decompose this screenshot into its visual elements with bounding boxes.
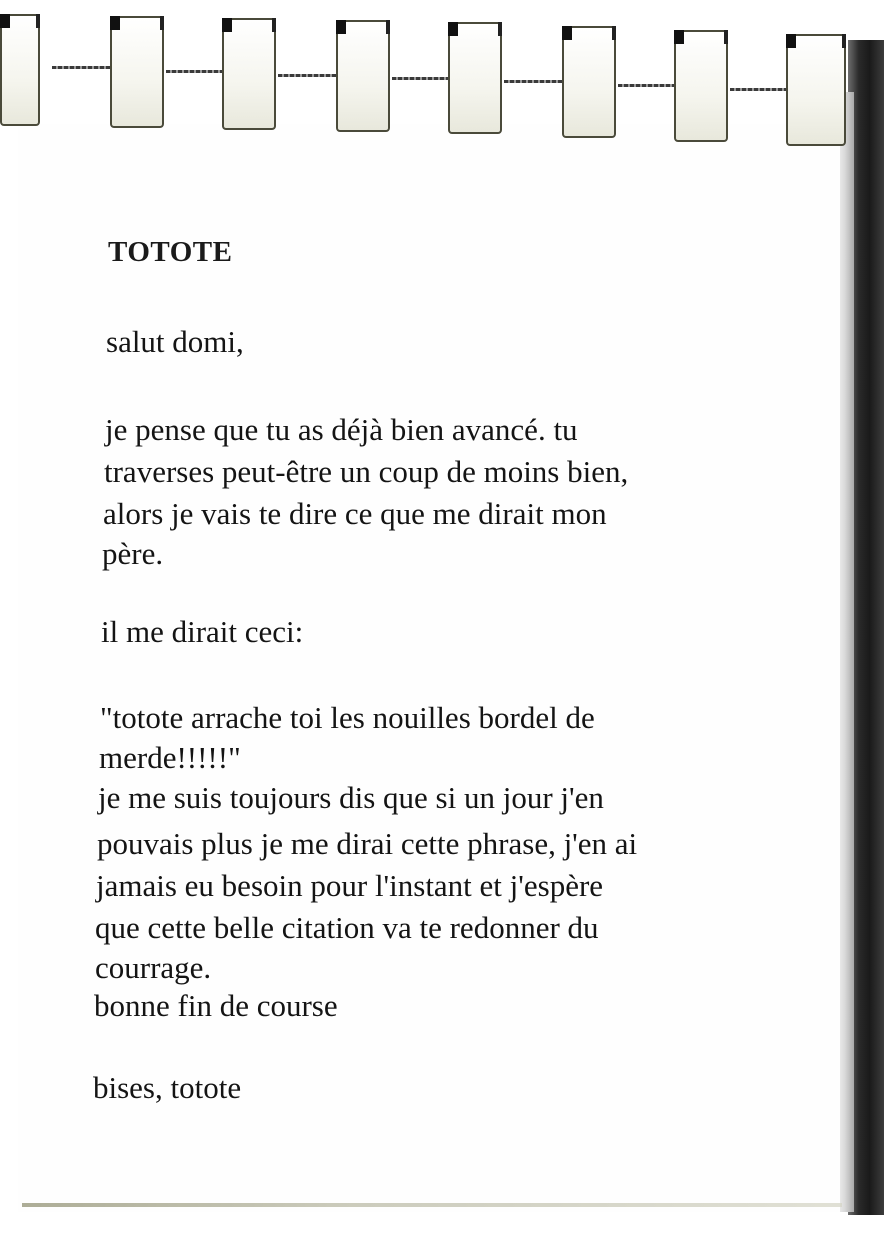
binding-wire	[166, 70, 224, 73]
intro-line: il me dirait ceci:	[101, 614, 304, 649]
paragraph-line: alors je vais te dire ce que me dirait mon	[103, 496, 607, 531]
binding-wire	[392, 77, 450, 80]
paragraph-line: père.	[102, 536, 164, 571]
binding-ring	[448, 22, 502, 134]
binding-ring	[674, 30, 728, 142]
paragraph-line: jamais eu besoin pour l'instant et j'espère	[96, 868, 604, 903]
binding-ring	[562, 26, 616, 138]
binding-wire	[730, 88, 788, 91]
binding-ring	[222, 18, 276, 130]
paragraph-line: je me suis toujours dis que si un jour j'en	[98, 780, 604, 815]
binding-ring	[786, 34, 846, 146]
quote-line: "tototе arrache toi les nouilles bordel de	[100, 700, 595, 735]
greeting: salut domi,	[106, 324, 244, 359]
binding-wire	[504, 80, 564, 83]
page-bottom-edge	[22, 1203, 842, 1207]
binding-ring	[336, 20, 390, 132]
notebook-page	[18, 124, 840, 1212]
binding-ring	[0, 14, 40, 126]
paragraph-line: pouvais plus je me dirai cette phrase, j'en ai	[97, 826, 638, 861]
spiral-binding	[0, 0, 884, 140]
signoff: bises, totote	[93, 1070, 242, 1105]
binding-wire	[52, 66, 112, 69]
page-title: TOTOTE	[108, 236, 233, 268]
binding-wire	[278, 74, 338, 77]
paragraph-line: je pense que tu as déjà bien avancé. tu	[105, 412, 578, 447]
paragraph-line: que cette belle citation va te redonner du	[95, 910, 599, 945]
binding-ring	[110, 16, 164, 128]
paragraph-line: courrage.	[95, 950, 212, 985]
paragraph-line: bonne fin de course	[94, 988, 338, 1023]
binding-wire	[618, 84, 676, 87]
paragraph-line: traverses peut-être un coup de moins bien,	[104, 454, 629, 489]
quote-line: merde!!!!!"	[99, 740, 241, 775]
